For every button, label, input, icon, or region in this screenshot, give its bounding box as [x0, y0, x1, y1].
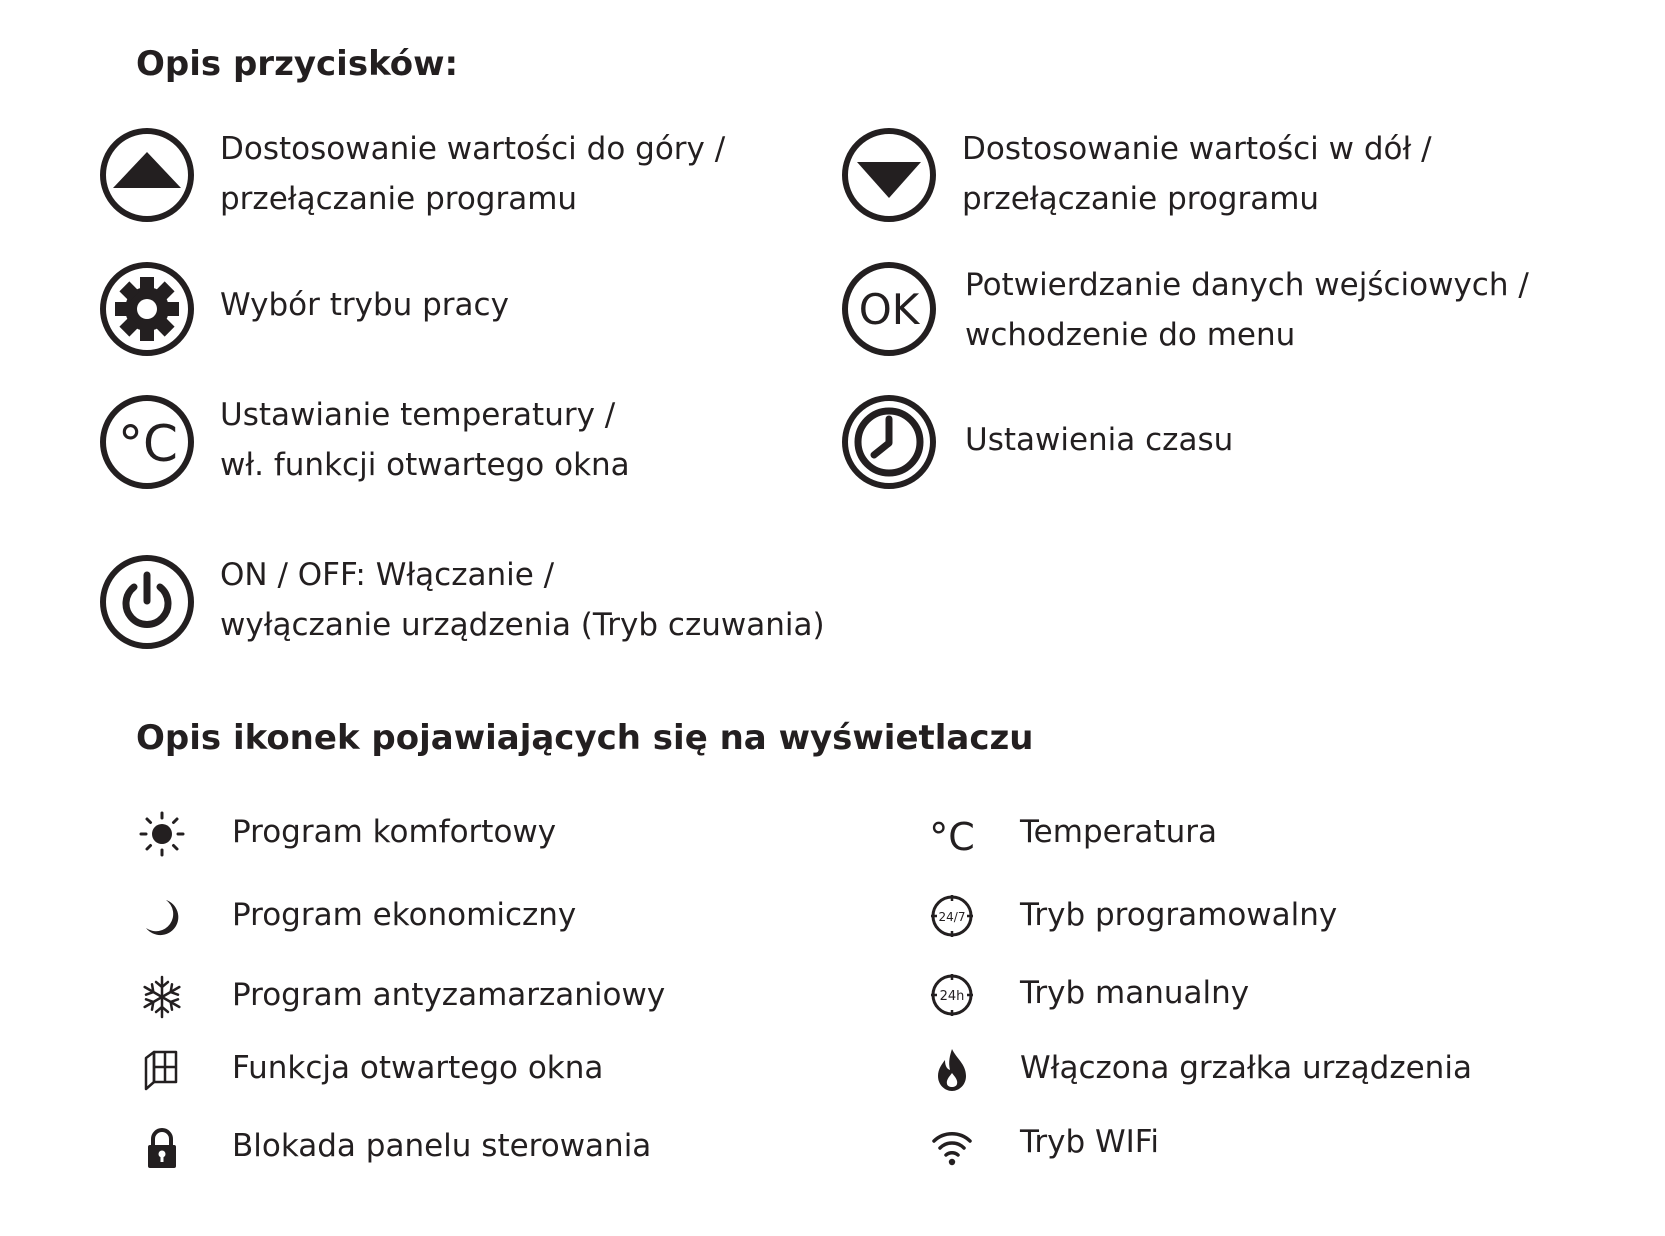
- ok-icon: [840, 260, 938, 358]
- up-arrow-icon: [98, 126, 196, 224]
- programmable-24-7-icon: [928, 892, 976, 940]
- manual-icon-text: 24h: [939, 989, 965, 1004]
- down-arrow-icon: [840, 126, 938, 224]
- display-label-wifi: Tryb WIFi: [1020, 1124, 1159, 1160]
- manual-24h-icon: [928, 971, 976, 1019]
- celsius-description: Ustawianie temperatury / wł. funkcji otwartego okna: [220, 397, 630, 483]
- buttons-section-title: Opis przycisków:: [136, 44, 459, 84]
- wifi-icon: [928, 1122, 976, 1170]
- celsius-icon: [98, 393, 196, 491]
- gear-icon: [98, 260, 196, 358]
- sun-icon: [138, 810, 186, 858]
- gear-description: Wybór trybu pracy: [220, 287, 509, 323]
- moon-icon: [138, 894, 186, 942]
- open-window-icon: [138, 1046, 186, 1094]
- display-label-lock: Blokada panelu sterowania: [232, 1128, 652, 1164]
- celsius-icon-text: °C: [118, 415, 178, 473]
- celsius-icon: [928, 810, 976, 858]
- display-section-title: Opis ikonek pojawiających się na wyświetlaczu: [136, 718, 1034, 758]
- flame-icon: [928, 1046, 976, 1094]
- display-label-economy: Program ekonomiczny: [232, 897, 577, 933]
- power-icon: [98, 553, 196, 651]
- display-label-open-window: Funkcja otwartego okna: [232, 1050, 604, 1086]
- down-arrow-description: Dostosowanie wartości w dół / przełączanie programu: [962, 131, 1432, 217]
- ok-icon-text: OK: [858, 285, 920, 334]
- display-label-antifreeze: Program antyzamarzaniowy: [232, 977, 666, 1013]
- clock-icon: [840, 393, 938, 491]
- ok-description: Potwierdzanie danych wejściowych / wchodzenie do menu: [965, 267, 1529, 353]
- clock-description: Ustawienia czasu: [965, 422, 1234, 458]
- display-label-heater: Włączona grzałka urządzenia: [1020, 1050, 1472, 1086]
- display-label-temperature: Temperatura: [1020, 814, 1217, 850]
- display-label-comfort: Program komfortowy: [232, 814, 557, 850]
- power-description: ON / OFF: Włączanie / wyłączanie urządzenia (Tryb czuwania): [220, 557, 825, 643]
- display-label-manual: Tryb manualny: [1020, 975, 1250, 1011]
- celsius-small-text: °C: [929, 815, 975, 858]
- display-label-programmable: Tryb programowalny: [1020, 897, 1338, 933]
- up-arrow-description: Dostosowanie wartości do góry / przełączanie programu: [220, 131, 726, 217]
- lock-icon: [138, 1124, 186, 1172]
- snowflake-icon: [138, 973, 186, 1021]
- programmable-icon-text: 24/7: [938, 910, 966, 924]
